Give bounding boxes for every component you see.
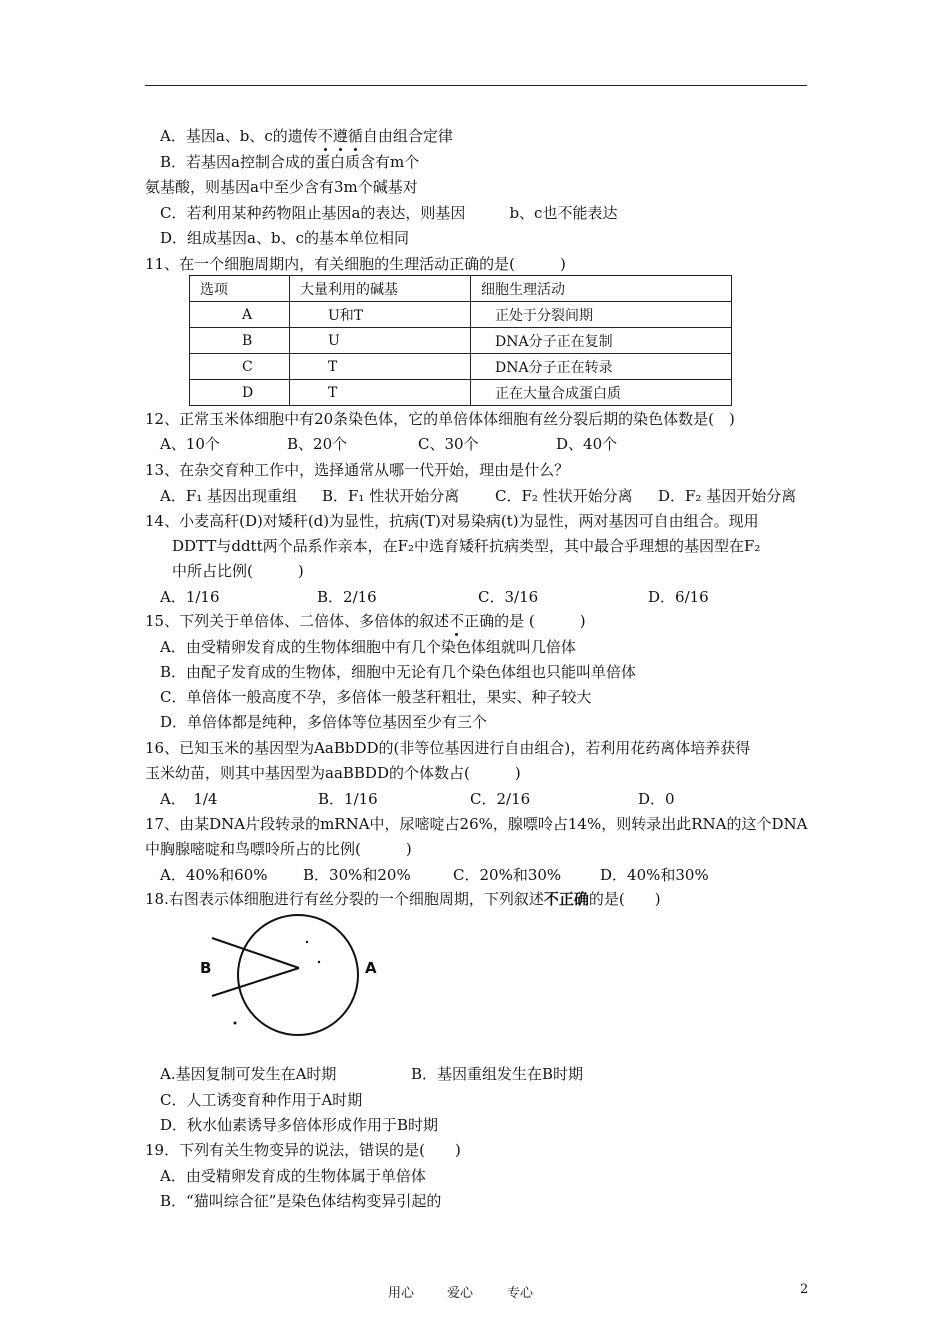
emphasized-char: 不 (317, 127, 333, 145)
q16-option-a: A． 1/4 (160, 790, 218, 808)
q18-stem: 18.右图表示体细胞进行有丝分裂的一个细胞周期，下列叙述不正确的是( ) (145, 890, 661, 908)
footer-text-left: 用心 (388, 1286, 415, 1301)
q14-stem-line3: 中所占比例( ) (172, 562, 304, 580)
cycle-ray-upper (212, 938, 299, 968)
table-row (190, 354, 732, 380)
label-b: B (200, 959, 212, 977)
table-row (190, 302, 732, 328)
q14-option-c: C．3/16 (478, 588, 539, 606)
q17-stem-line2: 中胸腺嘧啶和鸟嘌呤所占的比例( ) (145, 840, 412, 858)
table-cell: T (290, 380, 471, 406)
q15-option-c: C．单倍体一般高度不孕，多倍体一般茎秆粗壮，果实、种子较大 (160, 688, 592, 706)
q12-option-a: A、10个 (160, 435, 220, 453)
q18-option-c: C．人工诱变育种作用于A时期 (160, 1091, 363, 1109)
table-row (190, 328, 732, 354)
table-header-cell: 细胞生理活动 (471, 276, 732, 302)
q10-option-c: C．若利用某种药物阻止基因a的表达，则基因 b、c也不能表达 (160, 204, 618, 222)
q16-stem-line1: 16、已知玉米的基因型为AaBbDD的(非等位基因进行自由组合)，若利用花药离体培养获得 (145, 739, 751, 757)
q19-option-b: B．“猫叫综合征”是染色体结构变异引起的 (160, 1192, 442, 1210)
table-cell: DNA分子正在复制 (471, 328, 732, 354)
label-a: A (365, 959, 377, 977)
q17-stem-line1: 17、由某DNA片段转录的mRNA中，尿嘧啶占26%，腺嘌呤占14%，则转录出此RNA的这个DNA (145, 815, 808, 833)
q14-stem-line2: DDTT与ddtt两个品系作亲本，在F₂中选育矮秆抗病类型，其中最合乎理想的基因型在F₂ (172, 537, 761, 555)
table-cell: A (190, 302, 290, 328)
table-row (190, 380, 732, 406)
q11-table (189, 275, 732, 406)
q16-option-b: B．1/16 (318, 790, 378, 808)
table-cell: U和T (290, 302, 471, 328)
q12-option-c: C、30个 (418, 435, 479, 453)
q15-option-a: A．由受精卵发育成的生物体细胞中有几个染色体组就叫几倍体 (160, 638, 576, 656)
q16-option-c: C．2/16 (470, 790, 531, 808)
cell-cycle-diagram (195, 910, 395, 1040)
cycle-ray-lower (212, 968, 299, 996)
table-cell: 正处于分裂间期 (471, 302, 732, 328)
footer-text-mid: 爱心 (447, 1286, 474, 1301)
speck (234, 1022, 237, 1025)
q10-option-b-line1: B．若基因a控制合成的蛋白质含有m个 (160, 153, 420, 171)
q18-option-b: B．基因重组发生在B时期 (411, 1065, 584, 1083)
footer-text-right: 专心 (507, 1286, 534, 1301)
q17-option-c: C．20%和30% (453, 866, 562, 884)
q10-option-b-line2: 氨基酸，则基因a中至少含有3m个碱基对 (145, 178, 418, 196)
table-cell: U (290, 328, 471, 354)
q12-option-d: D、40个 (556, 435, 618, 453)
q19-option-a: A．由受精卵发育成的生物体属于单倍体 (160, 1167, 426, 1185)
q13-option-b: B．F₁ 性状开始分离 (322, 487, 460, 505)
q17-option-d: D．40%和30% (600, 866, 709, 884)
q14-option-d: D．6/16 (648, 588, 709, 606)
table-cell: C (190, 354, 290, 380)
q15-option-b: B．由配子发育成的生物体，细胞中无论有几个染色体组也只能叫单倍体 (160, 663, 637, 681)
q10-option-a: A．基因a、b、c的遗传不遵循自由组合定律 (160, 127, 453, 145)
q18-emphasis-incorrect: 不正确 (543, 890, 589, 908)
table-cell: B (190, 328, 290, 354)
table-header-cell: 选项 (190, 276, 290, 302)
speck (318, 961, 320, 963)
q18-option-d: D．秋水仙素诱导多倍体形成作用于B时期 (160, 1116, 439, 1134)
q15-emphasis-not: 不 (449, 612, 465, 630)
q11-stem: 11、在一个细胞周期内，有关细胞的生理活动正确的是( ) (145, 255, 566, 273)
q18-option-a: A.基因复制可发生在A时期 (160, 1065, 337, 1083)
table-header-cell: 大量利用的碱基 (290, 276, 471, 302)
table-cell: T (290, 354, 471, 380)
page-number: 2 (800, 1282, 809, 1297)
table-header-row (190, 276, 732, 302)
q14-option-b: B．2/16 (317, 588, 377, 606)
q15-stem: 15、下列关于单倍体、二倍体、多倍体的叙述不正确的是 ( ) (145, 612, 586, 630)
q12-stem: 12、正常玉米体细胞中有20条染色体，它的单倍体体细胞有丝分裂后期的染色体数是( ) (145, 410, 735, 428)
q17-option-b: B．30%和20% (303, 866, 411, 884)
q13-option-c: C．F₂ 性状开始分离 (495, 487, 633, 505)
table-cell: 正在大量合成蛋白质 (471, 380, 732, 406)
q15-option-d: D．单倍体都是纯种，多倍体等位基因至少有三个 (160, 713, 488, 731)
q14-option-a: A．1/16 (160, 588, 220, 606)
q13-option-a: A．F₁ 基因出现重组 (160, 487, 298, 505)
emphasized-char: 循 (347, 127, 363, 145)
q19-stem: 19．下列有关生物变异的说法，错误的是( ) (145, 1141, 461, 1159)
q12-option-b: B、20个 (287, 435, 348, 453)
q10-option-d: D．组成基因a、b、c的基本单位相同 (160, 229, 409, 247)
q10-emphasis-not-follow (318, 127, 363, 145)
q13-stem: 13、在杂交育种工作中，选择通常从哪一代开始，理由是什么？ (145, 461, 570, 479)
q13-option-d: D．F₂ 基因开始分离 (658, 487, 797, 505)
cycle-circle (238, 915, 358, 1035)
header-rule (145, 85, 807, 86)
q14-stem-line1: 14、小麦高秆(D)对矮秆(d)为显性，抗病(T)对易染病(t)为显性，两对基因可自由组合。现用 (145, 512, 759, 530)
q17-option-a: A．40%和60% (160, 866, 268, 884)
q16-stem-line2: 玉米幼苗，则其中基因型为aaBBDD的个体数占( ) (145, 764, 521, 782)
table-cell: DNA分子正在转录 (471, 354, 732, 380)
table-cell: D (190, 380, 290, 406)
emphasized-char: 遵 (332, 127, 348, 145)
speck (306, 941, 308, 943)
q16-option-d: D．0 (638, 790, 675, 808)
